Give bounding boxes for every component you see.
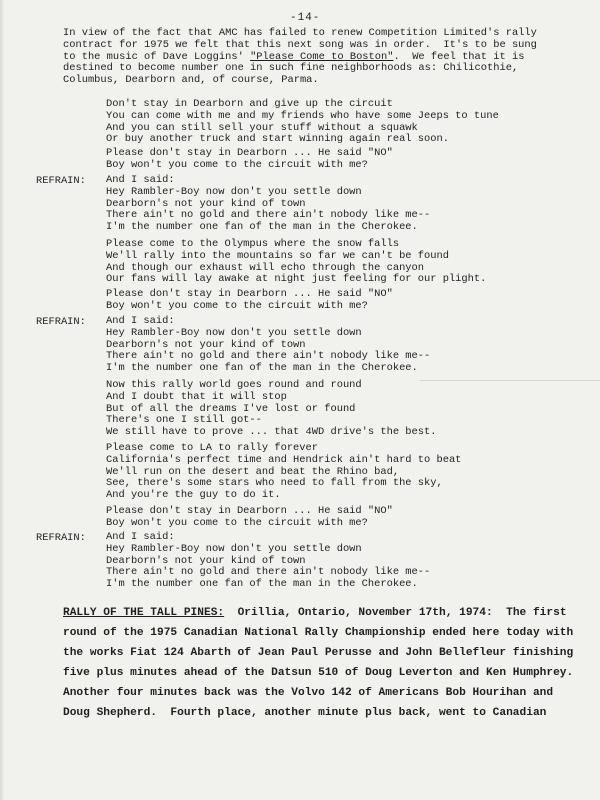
lyric-line: Dearborn's not your kind of town [106,554,306,567]
report-line: the works Fiat 124 Abarth of Jean Paul Perusse and John Bellefleur finishing [63,647,574,659]
lyric-line: There ain't no gold and there ain't nobody like me-- [106,350,431,363]
lyric-line: Boy won't you come to the circuit with me? [106,158,368,171]
lyric-line: But of all the dreams I've lost or found [106,402,356,415]
lyric-line: Hey Rambler-Boy now don't you settle down [106,326,362,339]
intro-line: to the music of Dave Loggins' [63,50,251,63]
lyric-line: Dearborn's not your kind of town [106,338,306,351]
report-line: Doug Shepherd. Fourth place, another minute plus back, went to Canadian [63,707,547,719]
rally-report-heading: RALLY OF THE TALL PINES: [63,607,225,619]
lyric-line: Please don't stay in Dearborn ... He said "NO" [106,288,393,300]
lyric-line: I'm the number one fan of the man in the Cherokee. [106,221,418,234]
stanza-bridge [106,380,436,439]
lyric-line: And I said: [106,174,175,186]
lyric-line: And I doubt that it will stop [106,390,287,403]
lyric-line: Or buy another truck and start winning again real soon. [106,133,449,146]
lyric-line: We still have to prove ... that 4WD drive's the best. [106,426,437,439]
lyric-line: And you can still sell your stuff without a squawk [106,121,418,134]
rally-report-paragraph [63,603,593,723]
lyric-line: And I said: [106,315,175,327]
intro-line: In view of the fact that AMC has failed to renew Competition Limited's rally [63,27,537,39]
lyric-line: See, there's some stars who need to fall from the sky, [106,477,443,490]
page-fold-shadow [0,0,4,800]
lyric-line: There ain't no gold and there ain't nobody like me-- [106,209,431,222]
lyric-line: There's one I still got-- [106,414,262,427]
lyric-line: Please don't stay in Dearborn ... He said "NO" [106,505,393,517]
song-title: "Please Come to Boston" [250,50,394,63]
lyric-line: Our fans will lay awake at night just feeling for our plight. [106,273,487,286]
stanza-verse-2 [106,239,486,286]
intro-line: Columbus, Dearborn and, of course, Parma. [63,74,319,87]
stanza-verse-3 [106,443,461,502]
report-line: Orillia, Ontario, November 17th, 1974: The first [224,607,567,619]
lyric-line: Dearborn's not your kind of town [106,197,306,210]
lyric-line: I'm the number one fan of the man in the Cherokee. [106,578,418,591]
lyric-line: Now this rally world goes round and round [106,379,362,391]
lyric-line: California's perfect time and Hendrick ain't hard to beat [106,453,462,466]
stanza-chorus-2 [106,289,393,313]
lyric-line: Boy won't you come to the circuit with me? [106,516,368,529]
lyric-line: And though our exhaust will echo through the canyon [106,261,425,274]
stanza-refrain-3 [106,532,430,591]
lyric-line: Please don't stay in Dearborn ... He said "NO" [106,147,393,159]
lyric-line: Don't stay in Dearborn and give up the circuit [106,98,393,110]
lyric-line: There ain't no gold and there ain't nobody like me-- [106,566,431,579]
lyric-line: I'm the number one fan of the man in the Cherokee. [106,362,418,375]
lyric-line: And you're the guy to do it. [106,489,281,502]
intro-line: contract for 1975 we felt that this next song was in order. It's to be sung [63,38,537,51]
stanza-chorus-3 [106,506,393,530]
lyric-line: Hey Rambler-Boy now don't you settle down [106,542,362,555]
stanza-verse-1 [106,99,499,146]
report-line: round of the 1975 Canadian National Rally Championship ended here today with [63,627,574,639]
lyric-line: We'll run on the desert and beat the Rhino bad, [106,465,400,478]
intro-line: destined to become number one in such fine neighborhoods as: Chilicothie, [63,62,519,75]
refrain-label: REFRAIN: [36,316,86,328]
lyric-line: Please come to LA to rally forever [106,442,319,454]
stanza-refrain-2 [106,316,430,375]
refrain-label: REFRAIN: [36,532,86,544]
lyric-line: Boy won't you come to the circuit with me? [106,299,368,312]
stanza-refrain-1 [106,175,430,234]
report-line: five plus minutes ahead of the Datsun 510 of Doug Leverton and Ken Humphrey. [63,667,574,679]
refrain-label: REFRAIN: [36,175,86,187]
lyric-line: We'll rally into the mountains so far we can't be found [106,249,449,262]
intro-line: . We feel that it is [393,50,525,63]
lyric-line: And I said: [106,531,175,543]
intro-paragraph [63,28,537,87]
page-number: -14- [290,12,321,24]
page-crease [420,380,600,381]
lyric-line: You can come with me and my friends who have some Jeeps to tune [106,109,499,122]
lyric-line: Hey Rambler-Boy now don't you settle down [106,185,362,198]
lyric-line: Please come to the Olympus where the snow falls [106,238,400,250]
stanza-chorus-1 [106,148,393,172]
report-line: Another four minutes back was the Volvo 142 of Americans Bob Hourihan and [63,687,554,699]
